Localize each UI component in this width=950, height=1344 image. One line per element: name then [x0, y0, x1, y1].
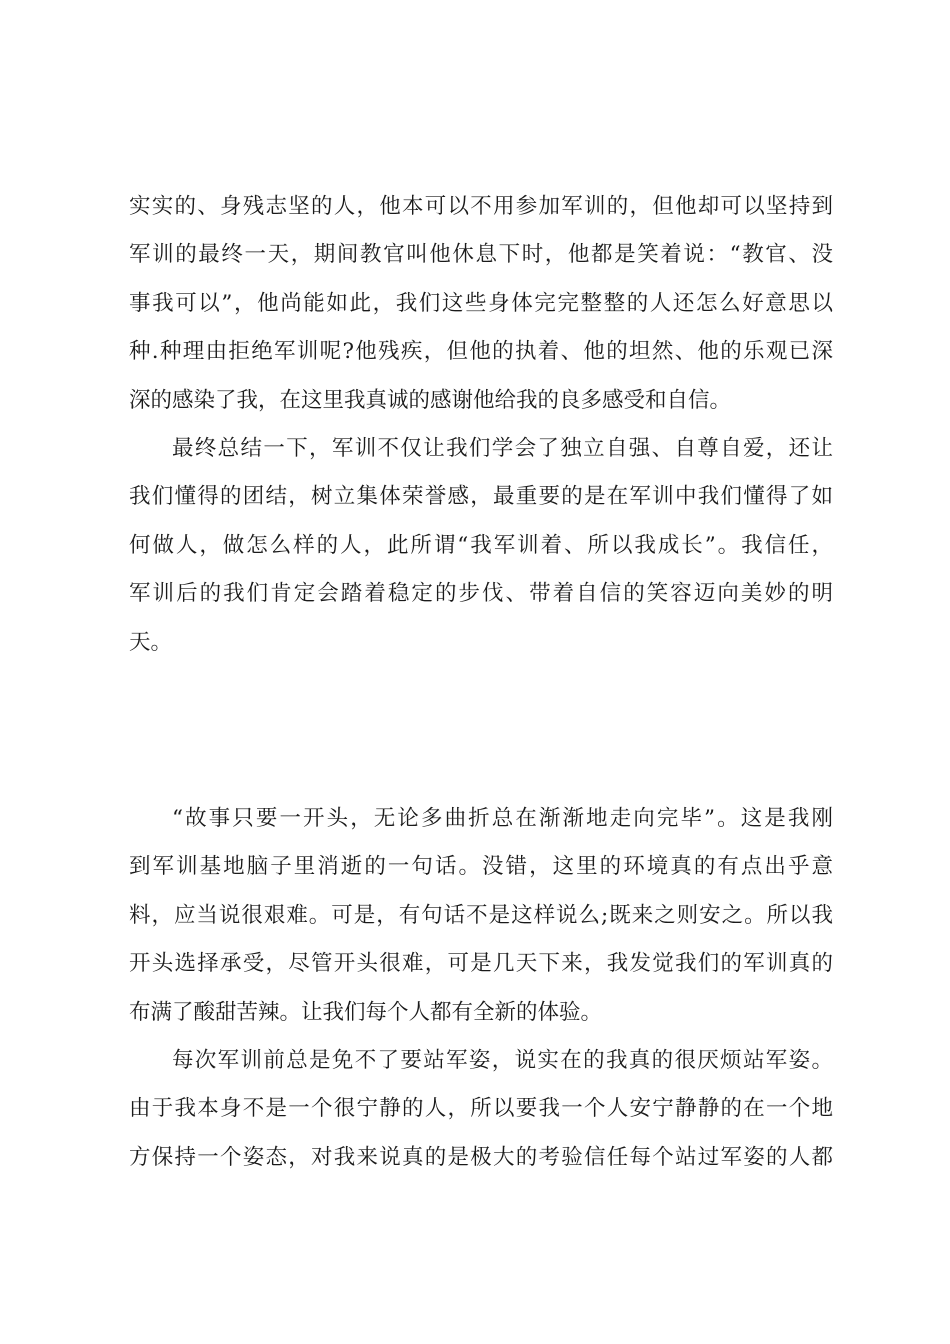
text-section-1 [129, 183, 833, 667]
paragraph-line: 最终总结一下，军训不仅让我们学会了独立自强、自尊自爱，还让 [172, 435, 833, 461]
paragraph-line: 实实的、身残志坚的人，他本可以不用参加军训的，但他却可以坚持到 [129, 194, 833, 219]
paragraph-line: 何做人，做怎么样的人，此所谓“我军训着、所以我成长”。我信任， [129, 532, 833, 558]
paragraph-line: 深的感染了我，在这里我真诚的感谢他给我的良多感受和自信。 [129, 387, 732, 413]
paragraph-line: 布满了酸甜苦辣。让我们每个人都有全新的体验。 [129, 999, 603, 1025]
paragraph-line: 每次军训前总是免不了要站军姿，说实在的我真的很厌烦站军姿。 [172, 1047, 833, 1073]
paragraph-line: 军训的最终一天，期间教官叫他休息下时，他都是笑着说：“教官、没 [129, 242, 833, 268]
paragraph-line: 我们懂得的团结，树立集体荣誉感，最重要的是在军训中我们懂得了如 [129, 484, 833, 510]
paragraph-line: 军训后的我们肯定会踏着稳定的步伐、带着自信的笑容迈向美妙的明 [129, 581, 833, 607]
paragraph-line: 方保持一个姿态，对我来说真的是极大的考验信任每个站过军姿的人都 [129, 1144, 833, 1170]
paragraph-line: “故事只要一开头，无论多曲折总在渐渐地走向完毕”。这是我刚 [172, 806, 833, 831]
paragraph-line: 料，应当说很艰难。可是，有句话不是这样说么;既来之则安之。所以我 [129, 902, 833, 928]
paragraph-line: 事我可以”，他尚能如此，我们这些身体完完整整的人还怎么好意思以 [129, 290, 833, 316]
paragraph-line: 开头选择承受，尽管开头很难，可是几天下来，我发觉我们的军训真的 [129, 951, 833, 977]
paragraph-line: 天。 [129, 629, 173, 655]
paragraph-line: 种.种理由拒绝军训呢?他残疾，但他的执着、他的坦然、他的乐观已深 [129, 339, 833, 365]
text-section-2 [129, 795, 833, 1182]
paragraph-line: 到军训基地脑子里消逝的一句话。没错，这里的环境真的有点出乎意 [129, 854, 833, 880]
paragraph-line: 由于我本身不是一个很宁静的人，所以要我一个人安宁静静的在一个地 [129, 1096, 833, 1122]
